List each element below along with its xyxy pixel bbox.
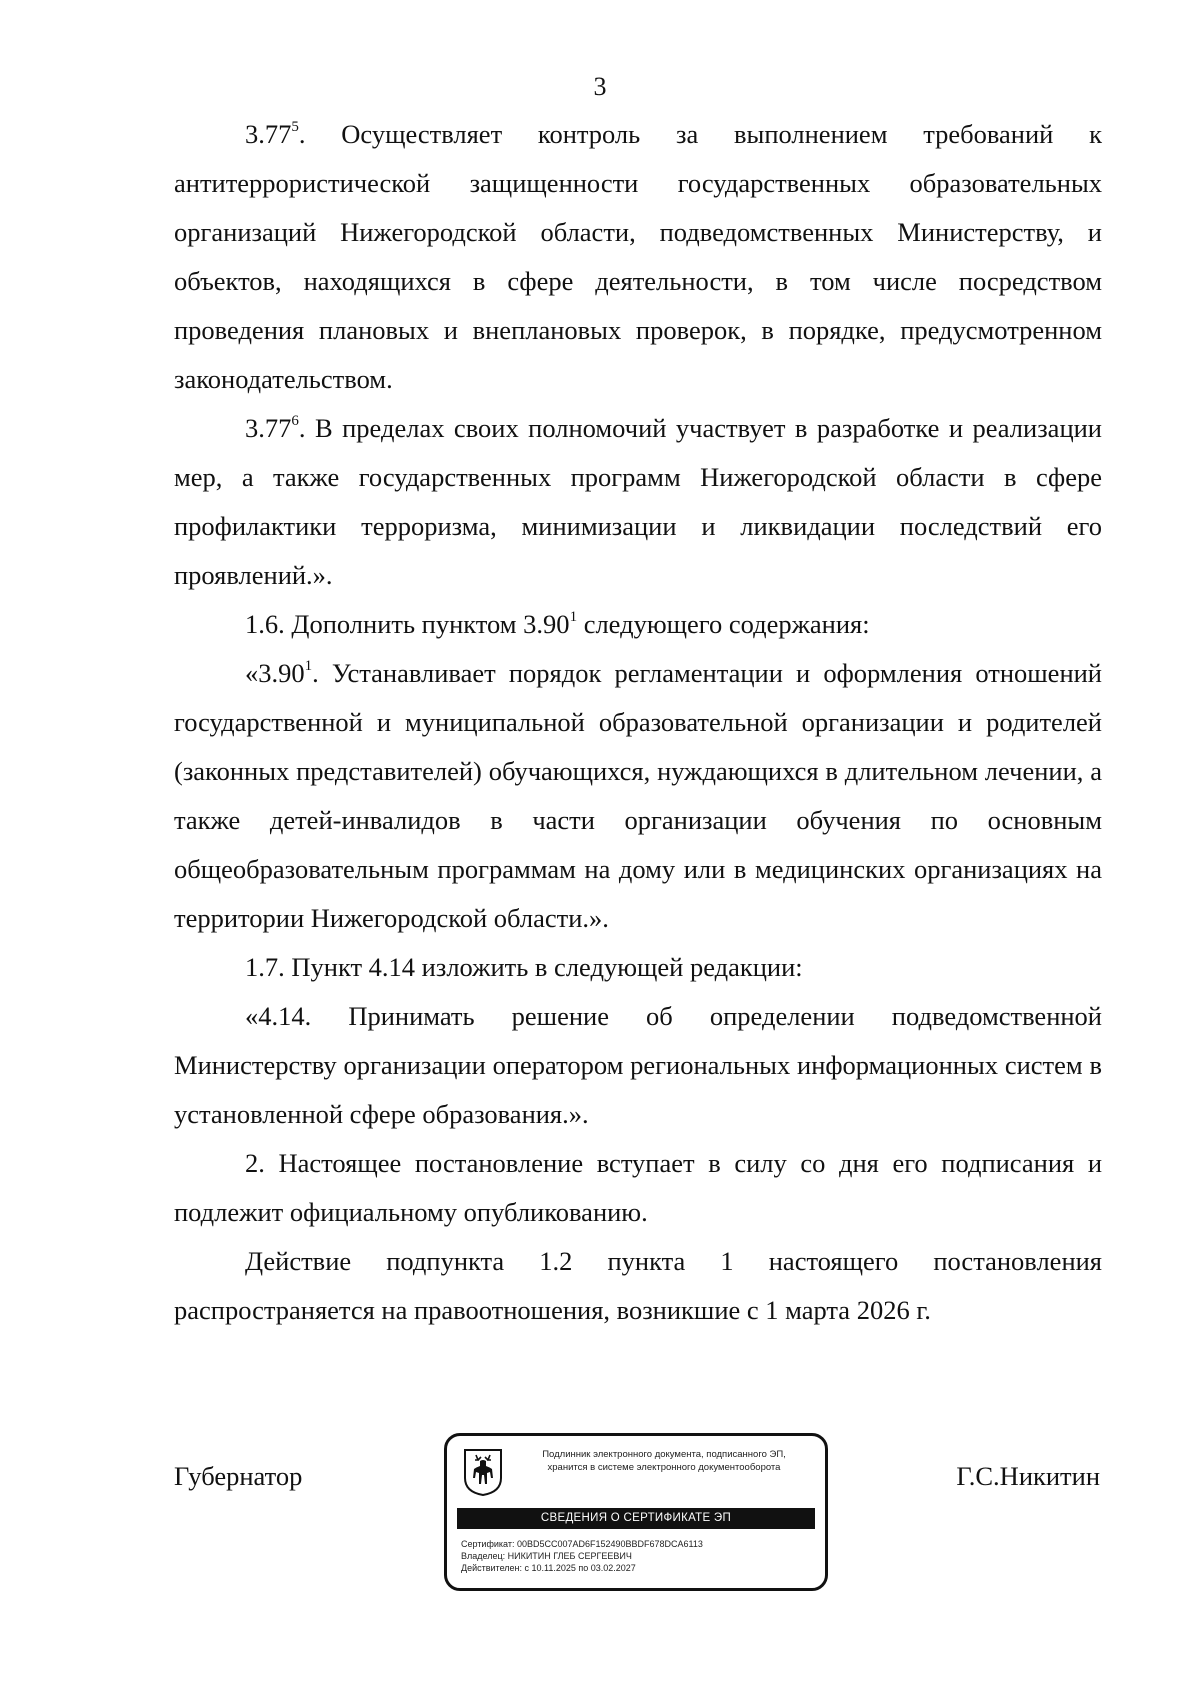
certificate-validity: Действителен: с 10.11.2025 по 03.02.2027 <box>461 1563 636 1573</box>
certificate-owner: Владелец: НИКИТИН ГЛЕБ СЕРГЕЕВИЧ <box>461 1551 632 1561</box>
superscript: 6 <box>291 413 299 430</box>
paragraph-1-6: 1.6. Дополнить пунктом 3.90$^1$ следующего содержания: <box>245 609 870 639</box>
signatory-title: Губернатор <box>174 1461 303 1491</box>
paragraph-2: 2. Настоящее постановление вступает в силу со дня его подписания и подлежит официальному опубликованию. <box>174 1148 1102 1227</box>
signature-block <box>174 1433 1102 1593</box>
certificate-number: Сертификат: 00BD5CC007AD6F152490BBDF678DCA6113 <box>461 1539 703 1549</box>
superscript: 5 <box>291 119 299 136</box>
stamp-header: Подлинник электронного документа, подписанного ЭП, хранится в системе электронного документооборота <box>542 1449 786 1473</box>
paragraph-4-14: «4.14. Принимать решение об определении подведомственной Министерству организации оператором региональных информационных систем в установленной сфере образования.». <box>174 1001 1102 1129</box>
document-body <box>174 110 1102 1335</box>
superscript: 1 <box>569 609 578 626</box>
electronic-signature-stamp <box>444 1433 828 1591</box>
certificate-details <box>461 1538 817 1574</box>
paragraph-1-7: 1.7. Пункт 4.14 изложить в следующей редакции: <box>245 952 803 982</box>
signatory-name: Г.С.Никитин <box>956 1461 1100 1491</box>
deer-emblem-icon <box>463 1448 503 1496</box>
page-number: 3 <box>593 72 607 101</box>
paragraph-effect: Действие подпункта 1.2 пункта 1 настоящего постановления распространяется на правоотношения, возникшие с 1 марта 2026 г. <box>174 1246 1102 1325</box>
certificate-info-bar: СВЕДЕНИЯ О СЕРТИФИКАТЕ ЭП <box>457 1508 815 1529</box>
paragraph-3-77-6: 3.77$^6$. В пределах своих полномочий участвует в разработке и реализации мер, а также государственных программ Нижегородской области в сфере профилактики терроризма, минимизации и ликвидации последствий его проявлений.». <box>174 413 1102 590</box>
paragraph-3-77-5: 3.77$^5$. Осуществляет контроль за выполнением требований к антитеррористической защищенности государственных образовательных организаций Нижегородской области, подведомственных Министерству, и объектов, находящихся в сфере деятельности, в том числе посредством проведения плановых и внеплановых проверок, в порядке, предусмотренном законодательством. <box>174 119 1102 394</box>
superscript: 1 <box>304 658 313 675</box>
paragraph-3-90-1: «3.90$^1$. Устанавливает порядок регламентации и оформления отношений государственной и муниципальной образовательной организации и родителей (законных представителей) обучающихся, нуждающихся в длительном лечении, а также детей-инвалидов в части организации обучения по основным общеобразовательным программам на дому или в медицинских организациях на территории Нижегородской области.». <box>174 658 1102 933</box>
